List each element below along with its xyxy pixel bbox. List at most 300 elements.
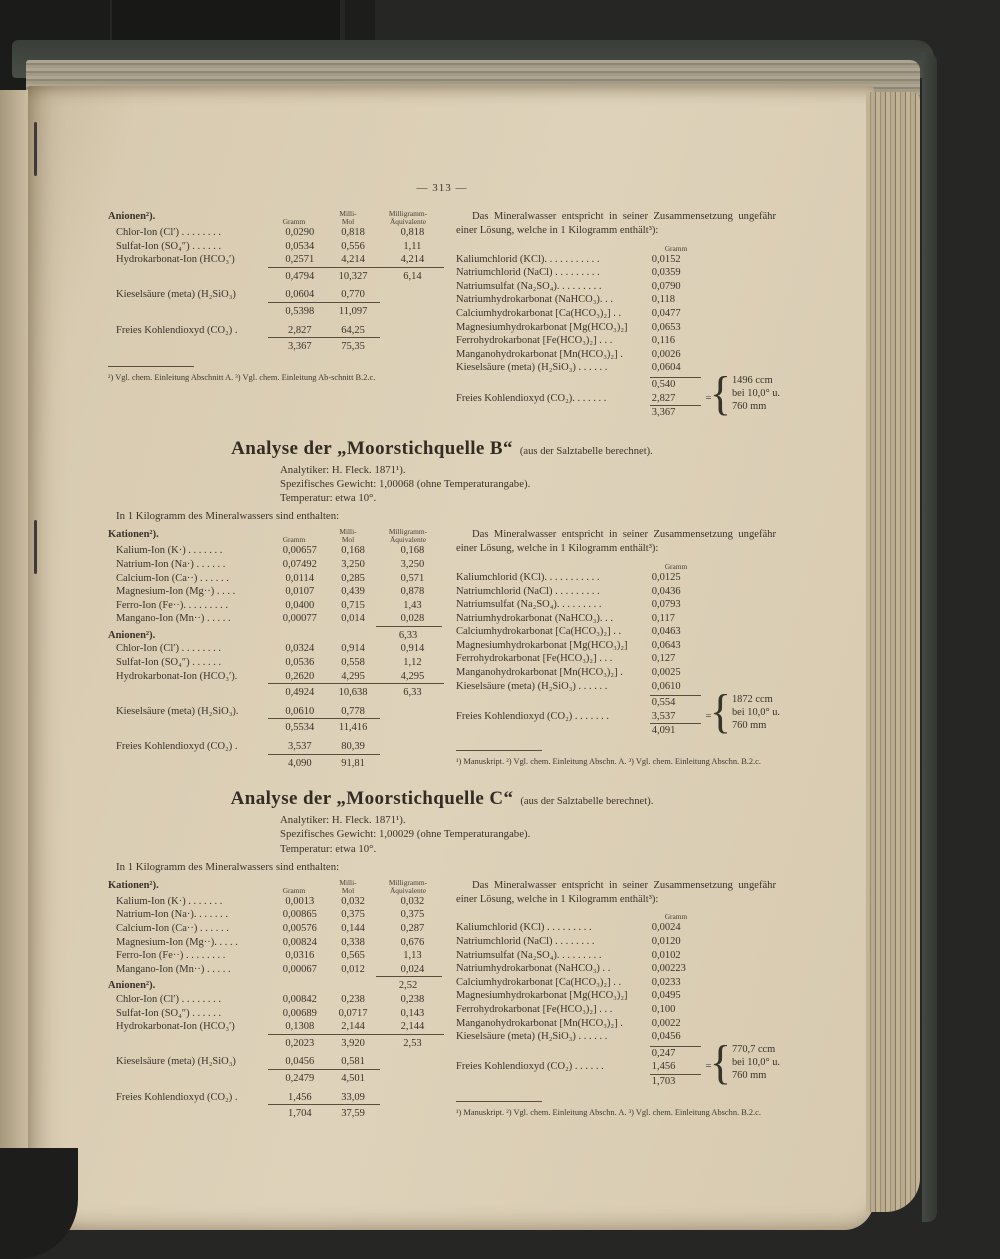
cell-aequivalente: 1,43 (403, 599, 422, 611)
cell-millimol (320, 979, 376, 993)
cell-aequivalente: 2,52 (398, 980, 418, 992)
footnote: ²) Vgl. chem. Einleitung Abschnitt A. ³) Vgl. chem. Einleitung Ab-schnitt B.2.c. (108, 372, 376, 382)
cell-gramm: 0,0152 (651, 253, 681, 265)
cell-gramm: 0,0456 (651, 1031, 681, 1043)
cell-gramm: 3,537 (651, 710, 676, 722)
cell-gramm: 0,07492 (282, 558, 317, 570)
cell-gramm: 0,0024 (651, 922, 681, 934)
table-row (108, 642, 444, 656)
brace-annotation (709, 685, 780, 739)
brace-line: bei 10,0° u. (731, 1057, 780, 1069)
cell-gramm: 0,0290 (285, 227, 315, 238)
table-row (108, 1055, 444, 1069)
row-label: Calcium-Ion (Ca··) . . . . . . (116, 572, 229, 584)
cell-gramm: 0,0324 (285, 643, 315, 655)
equals-sign: = (705, 710, 712, 722)
col-header-gramm: Gramm (664, 912, 688, 922)
cell-millimol: 0,914 (341, 643, 365, 655)
spacer (701, 280, 776, 294)
spacer (701, 625, 776, 639)
cell-aequivalente: 0,032 (400, 895, 425, 907)
cell-aequivalente (381, 1107, 444, 1121)
cell-gramm: 0,00657 (282, 545, 317, 557)
row-label: Chlor-Ion (Cl′) . . . . . . . . (116, 643, 222, 655)
cell-aequivalente: 0,168 (400, 545, 425, 557)
table-row (108, 240, 444, 254)
gas-volume-note (732, 374, 780, 413)
row-label: Freies Kohlendioxyd (CO₂). . . . . . . (456, 392, 607, 404)
table-row (108, 340, 444, 354)
binding-stitch (34, 520, 37, 574)
spacer (701, 639, 776, 653)
row-label: Kieselsäure (meta) (H₂SiO₃) (116, 1056, 236, 1068)
table-row (108, 1072, 444, 1086)
cell-gramm: 0,2023 (285, 1037, 315, 1049)
solution-table (456, 912, 780, 1089)
row-label (108, 1107, 274, 1121)
spacer (701, 266, 776, 280)
cell-gramm: 0,0436 (651, 585, 681, 597)
anion-table (108, 210, 444, 354)
solution-row (456, 585, 776, 599)
table-row (108, 270, 444, 284)
row-label: Hydrokarbonat-Ion (HCO₃′) (116, 1021, 235, 1033)
cell-gramm: 0,2620 (285, 670, 315, 682)
row-label (456, 1046, 650, 1061)
row-label: Kationen²). (108, 529, 159, 541)
row-label: Magnesiumhydrokarbonat [Mg(HCO₃)₂] (456, 321, 628, 333)
row-label (108, 686, 274, 700)
cell-aequivalente: 1,12 (403, 657, 422, 669)
cell-millimol: 91,81 (341, 757, 365, 769)
row-label: Kieselsäure (meta) (H₂SiO₃) (116, 289, 236, 301)
cell-gramm: 0,5398 (285, 305, 315, 317)
col-header-gramm: Gramm (664, 561, 688, 571)
section-title: Analyse der „Moorstichquelle C“ (230, 788, 514, 810)
spacer (701, 935, 776, 949)
row-label: Sulfat-Ion (SO₄″) . . . . . . (116, 1007, 222, 1019)
cell-aequivalente: 4,295 (400, 670, 425, 682)
spacer (701, 321, 776, 335)
cell-gramm: 0,127 (651, 653, 676, 665)
gas-volume-note (732, 1043, 780, 1082)
cell-gramm: 0,0125 (651, 571, 681, 583)
cell-gramm: 0,00842 (282, 994, 317, 1005)
cell-gramm: 0,00576 (282, 923, 317, 935)
cell-gramm: 0,5534 (285, 722, 315, 734)
row-label (456, 723, 650, 738)
row-label (108, 305, 274, 319)
cell-gramm (268, 979, 320, 993)
row-label: Kaliumchlorid (KCl) . . . . . . . . . (456, 922, 592, 934)
row-label: Natrium-Ion (Na·) . . . . . . (116, 558, 226, 570)
cell-millimol: 4,501 (341, 1072, 365, 1084)
cell-aequivalente: 1,11 (403, 240, 422, 252)
row-label (456, 377, 650, 392)
solution-intro: Das Mineralwasser entspricht in seiner Zusammensetzung ungefähr einer Lösung, welche in 1 Kilogramm enthält³): (456, 529, 776, 555)
solution-table (456, 243, 780, 420)
ion-table (108, 528, 444, 770)
section-b-right-column (456, 528, 780, 767)
brace-line: 1496 ccm (731, 375, 773, 387)
spacer (701, 334, 776, 348)
cell-gramm: 2,827 (651, 392, 676, 404)
spacer (701, 989, 776, 1003)
row-label: Ferro-Ion (Fe··). . . . . . . . . (116, 599, 228, 611)
cell-gramm: 0,00077 (282, 613, 317, 625)
row-label (456, 405, 650, 420)
solution-header-row (456, 562, 776, 571)
cell-gramm: 1,456 (651, 1061, 676, 1073)
cell-millimol: 4,295 (341, 670, 365, 682)
brace-annotation (709, 1035, 780, 1089)
sum-value: 0,554 (650, 695, 702, 710)
cell-gramm: 0,0026 (651, 348, 681, 360)
cell-gramm: 1,456 (287, 1091, 312, 1103)
row-label: Natriumsulfat (Na₂SO₄). . . . . . . . . (456, 599, 602, 611)
cell-millimol: 0,338 (341, 936, 365, 948)
solution-row (456, 625, 776, 639)
page-number: — 313 — (416, 182, 468, 194)
total-value: 1,703 (650, 1074, 702, 1089)
cell-aequivalente: 4,214 (400, 254, 425, 266)
spacer (701, 293, 776, 307)
row-label: Natriumhydrokarbonat (NaHCO₃) . . (456, 963, 611, 975)
solution-row (456, 266, 776, 280)
equals-sign: = (705, 392, 712, 404)
row-label: Mangano-Ion (Mn··) . . . . . (116, 613, 231, 625)
cell-millimol: 0,770 (341, 289, 365, 301)
table-row (108, 1007, 444, 1021)
total-value: 3,367 (650, 405, 702, 420)
cell-aequivalente: 6,33 (398, 629, 418, 641)
row-label (456, 1074, 650, 1089)
row-label: Sulfat-Ion (SO₄″) . . . . . . (116, 657, 222, 669)
footnote-separator (108, 366, 194, 367)
row-label: Calciumhydrokarbonat [Ca(HCO₃)₂] . . (456, 976, 622, 988)
cell-millimol: 3,920 (341, 1037, 365, 1049)
cell-millimol: 0,032 (341, 895, 365, 907)
section-c-left-column (108, 879, 444, 1121)
ion-table (108, 879, 444, 1121)
cell-millimol: 2,144 (341, 1021, 365, 1033)
cell-gramm: 0,0025 (651, 667, 681, 679)
row-label: Freies Kohlendioxyd (CO₂) . (116, 1091, 238, 1103)
cell-gramm: 0,0793 (651, 599, 681, 611)
section-c-meta (280, 813, 776, 856)
cell-gramm: 0,00689 (282, 1007, 317, 1019)
cell-gramm: 0,00067 (282, 963, 317, 975)
solution-row (456, 598, 776, 612)
row-label: Magnesiumhydrokarbonat [Mg(HCO₃)₂] (456, 639, 628, 651)
cell-gramm: 0,0233 (651, 976, 681, 988)
solution-row (456, 921, 776, 935)
cell-aequivalente: 0,676 (400, 936, 425, 948)
row-label (108, 721, 274, 735)
solution-row (456, 280, 776, 294)
spacer (701, 307, 776, 321)
cell-aequivalente: 2,53 (403, 1037, 422, 1049)
table-row (108, 226, 444, 240)
table-row (108, 1037, 444, 1051)
spacer (701, 976, 776, 990)
col-header-millimol: Milli- Mol (339, 527, 357, 545)
table-row (108, 612, 444, 626)
table-row (108, 544, 444, 558)
solution-row (456, 612, 776, 626)
row-label: Mangano-Ion (Mn··) . . . . . (116, 963, 231, 975)
footnote-separator (456, 1101, 542, 1102)
solution-row (456, 1003, 776, 1017)
table-row (108, 599, 444, 613)
row-label: Magnesium-Ion (Mg··) . . . . (116, 586, 236, 598)
table-row (108, 721, 444, 735)
contains-line: In 1 Kilogramm des Mineralwassers sind enthalten: (116, 510, 340, 523)
cell-aequivalente (381, 740, 444, 754)
cell-aequivalente: 0,914 (400, 643, 425, 655)
table-row (108, 670, 444, 684)
cell-millimol: 11,416 (338, 722, 368, 734)
solution-row (456, 935, 776, 949)
cell-millimol: 0,375 (341, 909, 365, 921)
row-label: Natriumchlorid (NaCl) . . . . . . . . . (456, 267, 600, 279)
section-title-suffix: (aus der Salztabelle berechnet). (519, 445, 653, 457)
cell-gramm: 0,0534 (285, 240, 315, 252)
row-label: Natriumsulfat (Na₂SO₄). . . . . . . . . (456, 949, 602, 961)
solution-row (456, 989, 776, 1003)
solution-header-row (456, 912, 776, 921)
cell-aequivalente: 0,143 (400, 1007, 425, 1019)
solution-row (456, 976, 776, 990)
cell-gramm: 0,0400 (285, 599, 315, 611)
brace-line: 1872 ccm (731, 693, 773, 705)
row-label: Kieselsäure (meta) (H₂SiO₃) . . . . . . (456, 1031, 608, 1043)
table-row (108, 757, 444, 771)
table-row (108, 1091, 444, 1105)
table-row (108, 572, 444, 586)
row-label: Chlor-Ion (Cl′) . . . . . . . . (116, 227, 222, 238)
cell-millimol: 0,168 (341, 545, 365, 557)
cell-aequivalente: 0,238 (400, 994, 425, 1005)
col-header-aequivalente: Milligramm- Äquivalente (388, 209, 428, 226)
cell-gramm: 0,118 (651, 294, 676, 306)
section-c-body (108, 877, 780, 1121)
row-label (108, 757, 274, 771)
table-row (108, 305, 444, 319)
table-row (108, 963, 444, 977)
cell-aequivalente (381, 305, 444, 319)
temperature-line: Temperatur: etwa 10°. (280, 492, 377, 505)
row-label: Natriumsulfat (Na₂SO₄). . . . . . . . . (456, 280, 602, 292)
row-label: Magnesiumhydrokarbonat [Mg(HCO₃)₂] (456, 990, 628, 1002)
section-b-body (108, 527, 780, 770)
specific-gravity-line: Spezifisches Gewicht: 1,00029 (ohne Temperaturangabe). (280, 828, 531, 841)
cell-gramm: 0,0477 (651, 307, 681, 319)
section-title: Analyse der „Moorstichquelle B“ (231, 437, 513, 459)
cell-aequivalente: 3,250 (400, 558, 425, 570)
table-row (108, 585, 444, 599)
cell-gramm: 0,0359 (651, 267, 681, 279)
table-group-row (108, 879, 444, 895)
cell-aequivalente (381, 1055, 444, 1069)
top-right-column (456, 210, 780, 420)
cell-gramm (268, 629, 320, 643)
total-value: 4,091 (650, 723, 702, 738)
cell-gramm: 2,827 (287, 324, 312, 336)
brace-line: 770,7 ccm (731, 1044, 776, 1056)
table-row (108, 324, 444, 338)
col-header-millimol: Milli- Mol (339, 209, 357, 226)
row-label (108, 270, 274, 284)
cell-aequivalente (381, 705, 444, 719)
cell-millimol: 0,439 (341, 586, 365, 598)
cell-gramm: 0,00824 (282, 936, 317, 948)
cell-millimol: 0,238 (341, 994, 365, 1005)
col-header-gramm: Gramm (282, 885, 306, 895)
cell-gramm: 0,0107 (285, 586, 315, 598)
cell-aequivalente: 0,571 (400, 572, 425, 584)
col-header-aequivalente: Milligramm- Äquivalente (388, 877, 428, 895)
solution-row (456, 639, 776, 653)
spacer (701, 1003, 776, 1017)
row-label: Kalium-Ion (K·) . . . . . . . (116, 545, 223, 557)
cell-millimol: 64,25 (341, 324, 365, 336)
gas-volume-note (732, 693, 780, 732)
spacer (701, 921, 776, 935)
row-label: Calcium-Ion (Ca··) . . . . . . (116, 923, 229, 935)
cell-gramm: 0,0643 (651, 639, 681, 651)
cell-gramm: 3,537 (287, 741, 312, 753)
cell-gramm: 0,0022 (651, 1017, 681, 1029)
row-label: Anionen²). (108, 211, 156, 222)
row-label: Anionen²). (108, 629, 156, 641)
spacer (701, 612, 776, 626)
row-label: Kalium-Ion (K·) . . . . . . . (116, 895, 223, 907)
section-c-right-column (456, 879, 780, 1118)
cell-millimol (320, 629, 376, 643)
table-row (108, 705, 444, 719)
row-label: Sulfat-Ion (SO₄″) . . . . . . (116, 240, 222, 252)
brace-line: bei 10,0° u. (731, 706, 780, 718)
table-group-row (108, 979, 444, 993)
cell-aequivalente: 6,33 (403, 687, 422, 699)
solution-row (456, 652, 776, 666)
row-label: Ferrohydrokarbonat [Fe(HCO₃)₂] . . . (456, 1004, 613, 1015)
row-label: Anionen²). (108, 980, 156, 992)
top-left-column (108, 210, 444, 383)
book-fore-edge (866, 92, 920, 1212)
row-label: Freies Kohlendioxyd (CO₂) . (116, 324, 238, 336)
brace-line: 760 mm (731, 1070, 767, 1082)
solution-header-row (456, 244, 776, 253)
book-cover-right-edge (922, 52, 937, 1222)
col-header-gramm: Gramm (282, 217, 306, 226)
row-label: Manganohydrokarbonat [Mn(HCO₃)₂] . (456, 667, 623, 679)
brace-line: 760 mm (731, 719, 767, 731)
cell-gramm: 0,0536 (285, 657, 315, 669)
solution-row (456, 666, 776, 680)
binding-stitch (34, 122, 37, 176)
cell-millimol: 3,250 (341, 558, 365, 570)
cell-gramm: 0,0604 (651, 362, 681, 374)
footnote: ¹) Manuskript. ²) Vgl. chem. Einleitung Abschn. A. ³) Vgl. chem. Einleitung Abschn. B.2.c. (456, 1107, 761, 1117)
cell-aequivalente: 0,375 (400, 909, 425, 921)
spacer (701, 571, 776, 585)
curly-brace-icon: { (709, 685, 731, 739)
cell-gramm: 0,0604 (285, 289, 315, 301)
row-label (108, 340, 274, 354)
section-b-meta (280, 463, 776, 506)
contains-line: In 1 Kilogramm des Mineralwassers sind enthalten: (116, 860, 340, 873)
solution-row (456, 1017, 776, 1031)
cell-aequivalente (381, 288, 444, 302)
cell-gramm: 0,0610 (285, 705, 315, 717)
cell-millimol: 37,59 (341, 1108, 365, 1120)
cell-millimol: 10,638 (338, 687, 368, 699)
row-label: Freies Kohlendioxyd (CO₂) . (116, 741, 238, 753)
table-row (108, 908, 444, 922)
spacer (701, 666, 776, 680)
row-label: Hydrokarbonat-Ion (HCO₃′). (116, 670, 238, 682)
cell-millimol: 80,39 (341, 741, 365, 753)
row-label: Natrium-Ion (Na·). . . . . . . (116, 909, 228, 921)
cell-aequivalente: 0,028 (400, 613, 425, 625)
cell-gramm: 0,0456 (285, 1056, 315, 1068)
col-header-gramm: Gramm (282, 535, 306, 545)
cell-gramm: 0,00223 (651, 963, 686, 975)
col-header-gramm: Gramm (664, 243, 688, 253)
cell-gramm: 0,4924 (285, 687, 315, 699)
cell-aequivalente: 0,818 (400, 227, 425, 238)
row-label: Kaliumchlorid (KCl). . . . . . . . . . . (456, 571, 600, 583)
spacer (701, 949, 776, 963)
table-row (108, 936, 444, 950)
col-header-millimol: Milli- Mol (339, 877, 357, 895)
row-label: Kieselsäure (meta) (H₂SiO₃). (116, 705, 239, 717)
spacer (701, 598, 776, 612)
row-label: Calciumhydrokarbonat [Ca(HCO₃)₂] . . (456, 626, 622, 638)
brace-line: 760 mm (731, 401, 767, 413)
sum-value: 0,247 (650, 1046, 702, 1061)
section-title-suffix: (aus der Salztabelle berechnet). (520, 796, 654, 808)
solution-row (456, 571, 776, 585)
cell-gramm: 1,704 (287, 1108, 312, 1120)
table-row (108, 740, 444, 754)
row-label: Hydrokarbonat-Ion (HCO₃′) (116, 254, 235, 266)
spacer (701, 652, 776, 666)
cell-aequivalente: 0,024 (400, 963, 425, 975)
row-label: Ferro-Ion (Fe··) . . . . . . . . (116, 950, 226, 962)
cell-gramm: 0,2479 (285, 1072, 315, 1084)
row-label: Kieselsäure (meta) (H₂SiO₃) . . . . . . (456, 680, 608, 692)
cell-aequivalente (381, 721, 444, 735)
cell-millimol: 0,818 (341, 227, 365, 238)
cell-gramm: 4,090 (287, 757, 312, 769)
row-label: Chlor-Ion (Cl′) . . . . . . . . (116, 994, 222, 1005)
row-label: Natriumchlorid (NaCl) . . . . . . . . . (456, 585, 600, 597)
table-group-row (108, 629, 444, 643)
section-b-heading (108, 438, 776, 460)
cell-millimol: 0,285 (341, 572, 365, 584)
row-label (456, 695, 650, 710)
cell-millimol: 0,565 (341, 950, 365, 962)
solution-row (456, 253, 776, 267)
spacer (701, 585, 776, 599)
solution-row (456, 334, 776, 348)
analyst-line: Analytiker: H. Fleck. 1871¹). (280, 463, 406, 476)
cell-gramm: 0,0495 (651, 990, 681, 1002)
cell-millimol: 75,35 (341, 341, 365, 353)
